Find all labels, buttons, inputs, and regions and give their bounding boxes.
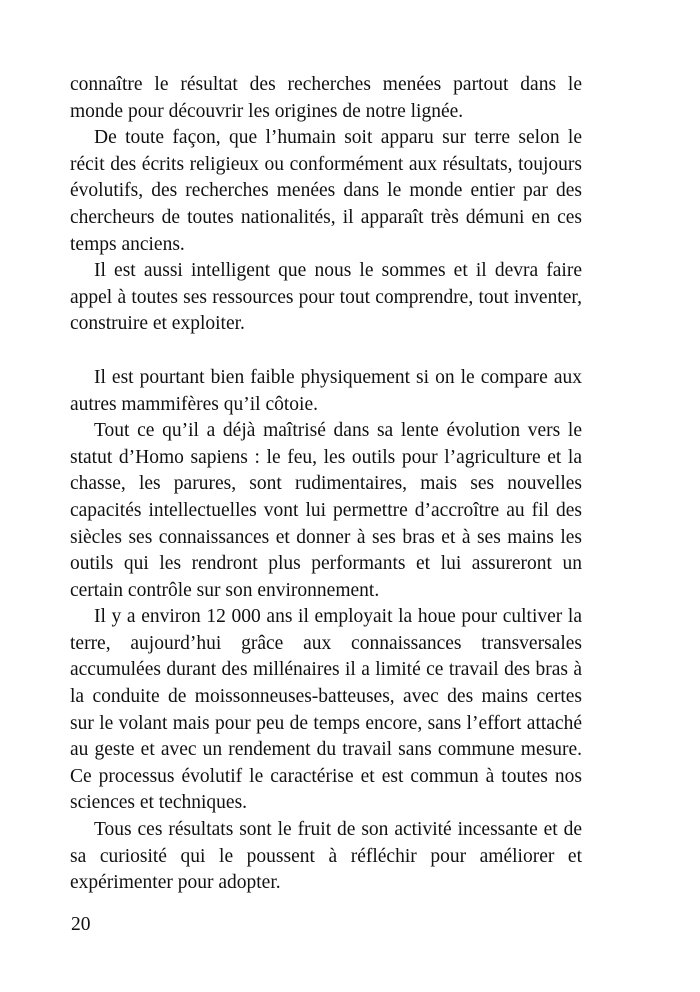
paragraph: Il est aussi intelligent que nous le sommes et il devra faire appel à toutes ses ressources pour tout comprendre, tout inventer, construire et exploiter. bbox=[70, 260, 582, 335]
paragraph-section-start: Il est pourtant bien faible physiquement si on le compare aux autres mammifères qu’il côtoie. bbox=[70, 366, 582, 415]
paragraph: De toute façon, que l’humain soit apparu sur terre selon le récit des écrits religieux ou conformément aux résultats, toujours évolutifs, des recherches menées dans le monde entier par des chercheurs de toutes nationalités, il apparaît très démuni en ces temps anciens. bbox=[70, 127, 582, 255]
paragraph: Tout ce qu’il a déjà maîtrisé dans sa lente évolution vers le statut d’Homo sapiens : le feu, les outils pour l’agriculture et la chasse, les parures, sont rudimentaires, mais ses nouvelles capacités intellectuelles vont lui permettre d’accroître au fil des siècles ses connaissances et donner à ses bras et à ses mains les outils qui les rendront plus performants et lui assureront un certain contrôle sur son environnement. bbox=[70, 420, 582, 601]
page-number: 20 bbox=[71, 914, 91, 935]
page-body bbox=[70, 72, 582, 897]
paragraph-continuation: connaître le résultat des recherches menées partout dans le monde pour découvrir les origines de notre lignée. bbox=[70, 74, 582, 122]
paragraph: Il y a environ 12 000 ans il employait la houe pour cultiver la terre, aujourd’hui grâce aux connaissances transversales accumulées durant des millénaires il a limité ce travail des bras à la conduite de moissonneuses-batteuses, avec des mains certes sur le volant mais pour peu de temps encore, sans l’effort attaché au geste et avec un rendement du travail sans commune mesure. Ce processus évolutif le caractérise et est commun à toutes nos sciences et techniques. bbox=[70, 606, 582, 814]
paragraph: Tous ces résultats sont le fruit de son activité incessante et de sa curiosité qui le poussent à réfléchir pour améliorer et expérimenter pour adopter. bbox=[70, 819, 582, 894]
